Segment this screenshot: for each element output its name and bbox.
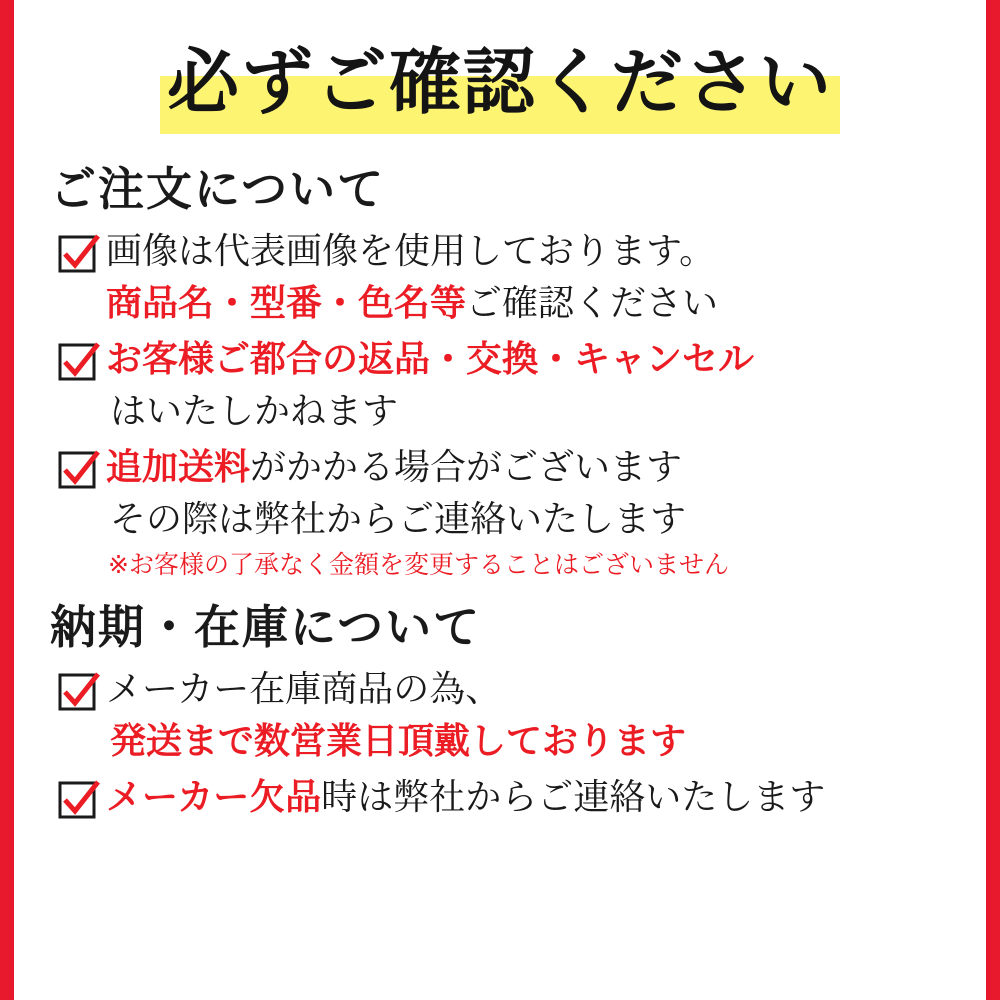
- list-item-note: ※お客様の了承なく金額を変更することはございません: [108, 550, 729, 579]
- list-item-emphasis: 商品名・型番・色名等: [106, 283, 467, 324]
- list-item: [58, 442, 960, 584]
- right-red-bar: [986, 0, 1000, 1000]
- list-item-lines: [106, 772, 960, 824]
- list-item: [58, 334, 960, 438]
- page-title-text: 必ずご確認ください: [166, 40, 833, 124]
- list-item-line: 画像は代表画像を使用しております。: [106, 231, 716, 272]
- list-item-text: がかかる場合がございます: [250, 447, 683, 488]
- check-icon: [58, 450, 100, 492]
- list-item-lines: [106, 442, 960, 584]
- list-item: [58, 226, 960, 330]
- check-icon: [58, 780, 100, 822]
- list-item-text: ご確認ください: [466, 283, 719, 324]
- section-heading-order: ご注文について: [50, 162, 386, 216]
- check-icon: [58, 672, 100, 714]
- list-item-line: 発送まで数営業日頂戴しております: [110, 721, 687, 762]
- list-item-lines: [106, 334, 960, 438]
- list-item-line: メーカー在庫商品の為、: [106, 669, 502, 710]
- check-icon: [58, 342, 100, 384]
- section-heading-delivery: 納期・在庫について: [50, 600, 482, 654]
- list-item-line: [106, 772, 960, 824]
- list-item-emphasis: 追加送料: [106, 447, 251, 488]
- list-item-emphasis: メーカー欠品: [106, 777, 322, 818]
- list-item-line: はいたしかねます: [110, 391, 399, 432]
- list-item-line: [106, 442, 960, 494]
- list-item-line: お客様ご都合の返品・交換・キャンセル: [106, 339, 755, 380]
- list-item-text: 時は弊社からご連絡いたします: [321, 777, 826, 818]
- notice-content: [14, 0, 986, 1000]
- list-item: [58, 772, 960, 824]
- list-item-lines: [106, 226, 960, 330]
- list-item-line: その際は弊社からご連絡いたします: [110, 499, 687, 540]
- check-icon: [58, 234, 100, 276]
- list-item-line: [106, 278, 960, 330]
- left-red-bar: [0, 0, 14, 1000]
- list-item-lines: [106, 664, 960, 768]
- page-title: [40, 30, 960, 148]
- list-item: [58, 664, 960, 768]
